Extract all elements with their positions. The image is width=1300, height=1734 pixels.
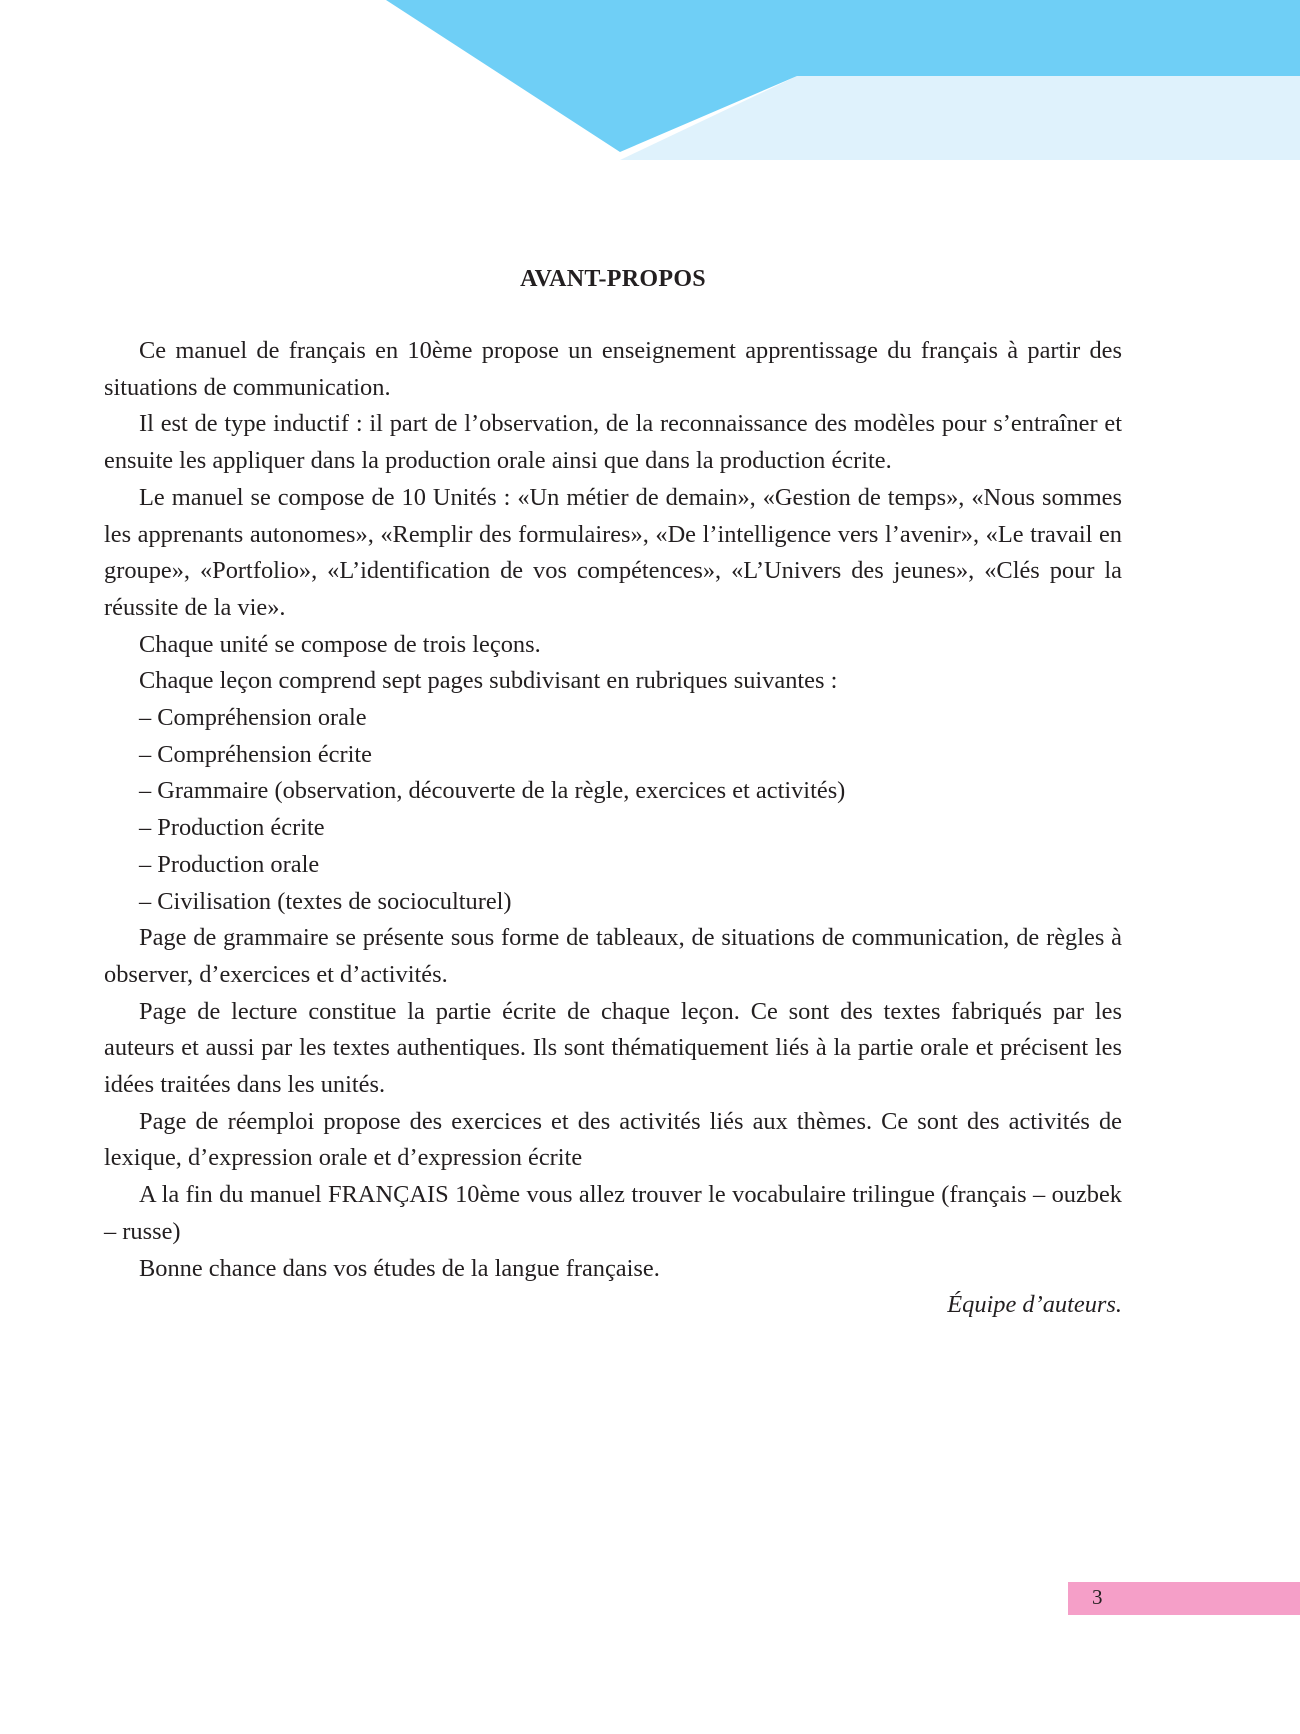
paragraph: Bonne chance dans vos études de la langue française. bbox=[139, 1254, 660, 1282]
body-text bbox=[104, 333, 1122, 1324]
paragraph: Page de lecture constitue la partie écrite de chaque leçon. Ce sont des textes fabriqués par les auteurs et aussi par les textes authentiques. Ils sont thématiquement liés à la partie orale et précisent les idées traitées dans les unités. bbox=[104, 997, 1122, 1099]
header-decoration bbox=[0, 0, 1300, 160]
paragraph: Chaque leçon comprend sept pages subdivisant en rubriques suivantes : bbox=[139, 667, 838, 695]
list-item: – Production écrite bbox=[139, 814, 325, 842]
paragraph: Ce manuel de français en 10ème propose un enseignement apprentissage du français à partir des situations de communication. bbox=[104, 337, 1122, 401]
paragraph: Page de grammaire se présente sous forme de tableaux, de situations de communication, de règles à observer, d’exercices et d’activités. bbox=[104, 924, 1122, 988]
list-item: – Civilisation (textes de socioculturel) bbox=[139, 887, 512, 915]
list-item: – Production orale bbox=[139, 850, 320, 878]
page-title: AVANT-PROPOS bbox=[520, 266, 706, 292]
paragraph: Le manuel se compose de 10 Unités : «Un métier de demain», «Gestion de temps», «Nous sommes les apprenants autonomes», «Remplir des formulaires», «De l’intelligence vers l’avenir», «Le travail en groupe», «Portfolio», «L’identification de vos compétences», «L’Univers des jeunes», «Clés pour la réussite de la vie». bbox=[104, 483, 1122, 621]
paragraph: Chaque unité se compose de trois leçons. bbox=[139, 630, 541, 658]
list-item: – Compréhension orale bbox=[139, 704, 367, 732]
paragraph: A la fin du manuel FRANÇAIS 10ème vous allez trouver le vocabulaire trilingue (français – ouzbek – russe) bbox=[104, 1181, 1122, 1245]
list-item: – Grammaire (observation, découverte de la règle, exercices et activités) bbox=[139, 777, 846, 805]
page-number-tab bbox=[1068, 1582, 1300, 1615]
page-number: 3 bbox=[1092, 1585, 1103, 1609]
list-item: – Compréhension écrite bbox=[139, 740, 372, 768]
paragraph: Il est de type inductif : il part de l’observation, de la reconnaissance des modèles pour s’entraîner et ensuite les appliquer dans la production orale ainsi que dans la production écrite. bbox=[104, 410, 1122, 475]
signature: Équipe d’auteurs. bbox=[947, 1291, 1122, 1319]
paragraph: Page de réemploi propose des exercices et des activités liés aux thèmes. Ce sont des activités de lexique, d’expression orale et d’expression écrite bbox=[104, 1107, 1122, 1172]
